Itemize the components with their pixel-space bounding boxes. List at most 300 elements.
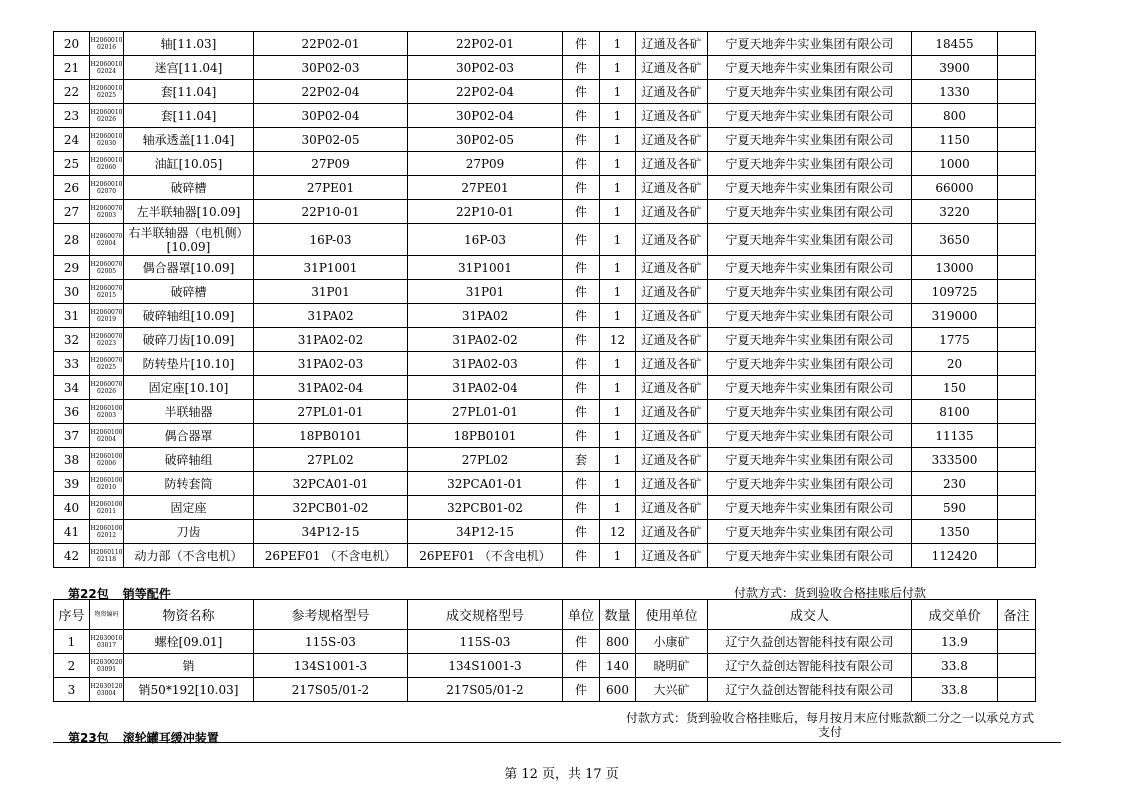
table-row [54, 328, 1036, 352]
cell-deal-spec: 30P02-05 [408, 128, 563, 152]
cell-dealer: 宁夏天地奔牛实业集团有限公司 [708, 448, 912, 472]
cell-dealer: 宁夏天地奔牛实业集团有限公司 [708, 224, 912, 256]
cell-qty: 1 [600, 200, 636, 224]
cell-deal-spec: 34P12-15 [408, 520, 563, 544]
cell-seq: 30 [54, 280, 90, 304]
cell-seq: 33 [54, 352, 90, 376]
cell-seq: 31 [54, 304, 90, 328]
cell-code: H203001003017 [90, 630, 124, 654]
table-row [54, 104, 1036, 128]
cell-deal-spec: 16P-03 [408, 224, 563, 256]
section-23-package: 第23包 [68, 731, 109, 745]
cell-seq: 28 [54, 224, 90, 256]
cell-user: 辽通及各矿 [636, 256, 708, 280]
cell-note [998, 176, 1036, 200]
header-user: 使用单位 [636, 600, 708, 630]
cell-code: H206010002011 [90, 496, 124, 520]
cell-ref-spec: 30P02-03 [254, 56, 408, 80]
cell-dealer: 宁夏天地奔牛实业集团有限公司 [708, 520, 912, 544]
cell-qty: 1 [600, 376, 636, 400]
cell-deal-spec: 32PCA01-01 [408, 472, 563, 496]
cell-price: 11135 [912, 424, 998, 448]
section-23-payment-line2: 支付 [817, 725, 842, 739]
cell-user: 辽通及各矿 [636, 352, 708, 376]
cell-seq: 21 [54, 56, 90, 80]
cell-deal-spec: 31PA02-04 [408, 376, 563, 400]
cell-name: 破碎刀齿[10.09] [124, 328, 254, 352]
cell-code: H206011002118 [90, 544, 124, 568]
header-price: 成交单价 [912, 600, 998, 630]
cell-deal-spec: 31PA02-02 [408, 328, 563, 352]
cell-name: 防转套筒 [124, 472, 254, 496]
cell-dealer: 宁夏天地奔牛实业集团有限公司 [708, 400, 912, 424]
cell-ref-spec: 32PCB01-02 [254, 496, 408, 520]
cell-price: 150 [912, 376, 998, 400]
table-row [54, 200, 1036, 224]
cell-ref-spec: 18PB0101 [254, 424, 408, 448]
cell-deal-spec: 22P02-01 [408, 32, 563, 56]
cell-unit: 件 [563, 400, 600, 424]
cell-note [998, 152, 1036, 176]
cell-deal-spec: 26PEF01 （不含电机） [408, 544, 563, 568]
cell-code: H206007002004 [90, 224, 124, 256]
cell-dealer: 宁夏天地奔牛实业集团有限公司 [708, 544, 912, 568]
cell-user: 辽通及各矿 [636, 400, 708, 424]
cell-seq: 29 [54, 256, 90, 280]
cell-name: 固定座 [124, 496, 254, 520]
cell-deal-spec: 18PB0101 [408, 424, 563, 448]
cell-code: H206001002060 [90, 152, 124, 176]
cell-deal-spec: 27PL02 [408, 448, 563, 472]
section-22-table [53, 599, 1036, 702]
table-row [54, 496, 1036, 520]
cell-price: 319000 [912, 304, 998, 328]
cell-qty: 1 [600, 128, 636, 152]
cell-dealer: 辽宁久益创达智能科技有限公司 [708, 630, 912, 654]
table-row [54, 128, 1036, 152]
cell-ref-spec: 32PCA01-01 [254, 472, 408, 496]
cell-unit: 件 [563, 520, 600, 544]
cell-seq: 26 [54, 176, 90, 200]
cell-unit: 件 [563, 224, 600, 256]
cell-dealer: 宁夏天地奔牛实业集团有限公司 [708, 472, 912, 496]
cell-price: 18455 [912, 32, 998, 56]
cell-unit: 件 [563, 256, 600, 280]
cell-unit: 件 [563, 328, 600, 352]
cell-note [998, 678, 1036, 702]
header-seq: 序号 [54, 600, 90, 630]
cell-name: 偶合器罩[10.09] [124, 256, 254, 280]
cell-note [998, 654, 1036, 678]
cell-unit: 件 [563, 424, 600, 448]
cell-note [998, 630, 1036, 654]
cell-deal-spec: 30P02-04 [408, 104, 563, 128]
cell-price: 33.8 [912, 678, 998, 702]
table-header-row [54, 600, 1036, 630]
cell-unit: 件 [563, 104, 600, 128]
cell-code: H206001002030 [90, 128, 124, 152]
header-name: 物资名称 [124, 600, 254, 630]
cell-code: H206001002025 [90, 80, 124, 104]
cell-unit: 件 [563, 56, 600, 80]
cell-dealer: 辽宁久益创达智能科技有限公司 [708, 654, 912, 678]
cell-user: 辽通及各矿 [636, 328, 708, 352]
cell-note [998, 200, 1036, 224]
cell-qty: 1 [600, 400, 636, 424]
table-row [54, 176, 1036, 200]
parts-table-continued [53, 31, 1036, 568]
cell-note [998, 448, 1036, 472]
cell-ref-spec: 27PL01-01 [254, 400, 408, 424]
cell-ref-spec: 34P12-15 [254, 520, 408, 544]
section-23-heading [68, 729, 233, 746]
table-row [54, 152, 1036, 176]
table-row [54, 80, 1036, 104]
table-row [54, 472, 1036, 496]
cell-name: 防转垫片[10.10] [124, 352, 254, 376]
cell-deal-spec: 32PCB01-02 [408, 496, 563, 520]
cell-seq: 39 [54, 472, 90, 496]
cell-qty: 1 [600, 176, 636, 200]
cell-seq: 22 [54, 80, 90, 104]
cell-note [998, 328, 1036, 352]
cell-user: 辽通及各矿 [636, 32, 708, 56]
cell-ref-spec: 27PE01 [254, 176, 408, 200]
page-footer: 第 12 页，共 17 页 [504, 767, 619, 782]
cell-qty: 12 [600, 520, 636, 544]
table-row [54, 56, 1036, 80]
cell-name: 迷宫[11.04] [124, 56, 254, 80]
section-22-package: 第22包 [68, 587, 109, 601]
cell-note [998, 280, 1036, 304]
header-qty: 数量 [600, 600, 636, 630]
cell-qty: 1 [600, 496, 636, 520]
cell-deal-spec: 31P01 [408, 280, 563, 304]
cell-note [998, 496, 1036, 520]
table-row [54, 32, 1036, 56]
cell-user: 辽通及各矿 [636, 200, 708, 224]
cell-user: 辽通及各矿 [636, 224, 708, 256]
cell-price: 800 [912, 104, 998, 128]
cell-name: 破碎槽 [124, 176, 254, 200]
cell-note [998, 400, 1036, 424]
cell-ref-spec: 16P-03 [254, 224, 408, 256]
cell-ref-spec: 31PA02-03 [254, 352, 408, 376]
table-row [54, 678, 1036, 702]
cell-price: 13.9 [912, 630, 998, 654]
cell-qty: 1 [600, 224, 636, 256]
cell-ref-spec: 31PA02-04 [254, 376, 408, 400]
cell-unit: 件 [563, 304, 600, 328]
cell-user: 辽通及各矿 [636, 128, 708, 152]
cell-code: H206001002070 [90, 176, 124, 200]
cell-qty: 1 [600, 280, 636, 304]
cell-seq: 3 [54, 678, 90, 702]
cell-price: 3900 [912, 56, 998, 80]
cell-code: H206001002026 [90, 104, 124, 128]
cell-unit: 件 [563, 128, 600, 152]
cell-code: H206010002006 [90, 448, 124, 472]
cell-dealer: 宁夏天地奔牛实业集团有限公司 [708, 376, 912, 400]
cell-ref-spec: 115S-03 [254, 630, 408, 654]
cell-note [998, 352, 1036, 376]
cell-code: H206010002010 [90, 472, 124, 496]
cell-seq: 23 [54, 104, 90, 128]
cell-code: H206007002019 [90, 304, 124, 328]
cell-seq: 41 [54, 520, 90, 544]
cell-price: 1000 [912, 152, 998, 176]
header-code: 物资编码 [90, 600, 124, 630]
cell-qty: 1 [600, 448, 636, 472]
cell-unit: 件 [563, 496, 600, 520]
cell-dealer: 宁夏天地奔牛实业集团有限公司 [708, 104, 912, 128]
cell-qty: 1 [600, 152, 636, 176]
header-dealer: 成交人 [708, 600, 912, 630]
cell-unit: 件 [563, 630, 600, 654]
table-row [54, 352, 1036, 376]
cell-unit: 件 [563, 280, 600, 304]
cell-qty: 1 [600, 352, 636, 376]
cell-unit: 件 [563, 32, 600, 56]
cell-note [998, 472, 1036, 496]
table-row [54, 400, 1036, 424]
cell-user: 辽通及各矿 [636, 424, 708, 448]
header-note: 备注 [998, 600, 1036, 630]
cell-code: H206001002024 [90, 56, 124, 80]
cell-unit: 件 [563, 352, 600, 376]
cell-price: 66000 [912, 176, 998, 200]
cell-ref-spec: 22P10-01 [254, 200, 408, 224]
cell-note [998, 80, 1036, 104]
cell-user: 辽通及各矿 [636, 304, 708, 328]
table-row [54, 448, 1036, 472]
cell-dealer: 宁夏天地奔牛实业集团有限公司 [708, 424, 912, 448]
cell-ref-spec: 26PEF01 （不含电机） [254, 544, 408, 568]
cell-ref-spec: 22P02-04 [254, 80, 408, 104]
cell-user: 辽通及各矿 [636, 56, 708, 80]
cell-code: H206010002012 [90, 520, 124, 544]
cell-code: H206007002015 [90, 280, 124, 304]
cell-qty: 600 [600, 678, 636, 702]
cell-price: 1150 [912, 128, 998, 152]
cell-dealer: 宁夏天地奔牛实业集团有限公司 [708, 200, 912, 224]
cell-price: 33.8 [912, 654, 998, 678]
cell-seq: 1 [54, 630, 90, 654]
cell-ref-spec: 217S05/01-2 [254, 678, 408, 702]
cell-ref-spec: 27P09 [254, 152, 408, 176]
cell-seq: 40 [54, 496, 90, 520]
table-row [54, 224, 1036, 256]
cell-name: 半联轴器 [124, 400, 254, 424]
cell-seq: 24 [54, 128, 90, 152]
cell-user: 辽通及各矿 [636, 176, 708, 200]
cell-user: 小康矿 [636, 630, 708, 654]
cell-user: 大兴矿 [636, 678, 708, 702]
cell-note [998, 256, 1036, 280]
cell-unit: 件 [563, 176, 600, 200]
table-row [54, 630, 1036, 654]
cell-price: 230 [912, 472, 998, 496]
cell-deal-spec: 22P02-04 [408, 80, 563, 104]
cell-qty: 1 [600, 104, 636, 128]
cell-qty: 1 [600, 544, 636, 568]
cell-deal-spec: 27P09 [408, 152, 563, 176]
cell-price: 333500 [912, 448, 998, 472]
cell-name: 轴[11.03] [124, 32, 254, 56]
cell-note [998, 520, 1036, 544]
cell-name: 左半联轴器[10.09] [124, 200, 254, 224]
cell-qty: 1 [600, 424, 636, 448]
cell-price: 20 [912, 352, 998, 376]
section-22-payment: 付款方式：货到验收合格挂账后付款 [733, 586, 926, 600]
cell-dealer: 宁夏天地奔牛实业集团有限公司 [708, 352, 912, 376]
cell-note [998, 544, 1036, 568]
cell-price: 590 [912, 496, 998, 520]
cell-user: 辽通及各矿 [636, 80, 708, 104]
table-row [54, 654, 1036, 678]
cell-code: H206007002025 [90, 352, 124, 376]
cell-unit: 件 [563, 80, 600, 104]
section-23-payment-line1: 付款方式：货到验收合格挂账后，每月按月末应付账款额二分之一以承兑方式 [625, 711, 1034, 725]
cell-deal-spec: 27PL01-01 [408, 400, 563, 424]
cell-user: 辽通及各矿 [636, 496, 708, 520]
cell-ref-spec: 31P1001 [254, 256, 408, 280]
cell-unit: 件 [563, 654, 600, 678]
cell-seq: 36 [54, 400, 90, 424]
cell-note [998, 304, 1036, 328]
cell-dealer: 宁夏天地奔牛实业集团有限公司 [708, 80, 912, 104]
cell-ref-spec: 134S1001-3 [254, 654, 408, 678]
cell-price: 3220 [912, 200, 998, 224]
table-row [54, 256, 1036, 280]
cell-unit: 件 [563, 376, 600, 400]
cell-unit: 件 [563, 152, 600, 176]
cell-name: 轴承透盖[11.04] [124, 128, 254, 152]
section-22-title: 销等配件 [122, 587, 171, 601]
cell-price: 112420 [912, 544, 998, 568]
table-row [54, 424, 1036, 448]
cell-unit: 件 [563, 472, 600, 496]
cell-price: 8100 [912, 400, 998, 424]
cell-name: 套[11.04] [124, 80, 254, 104]
cell-ref-spec: 22P02-01 [254, 32, 408, 56]
cell-dealer: 宁夏天地奔牛实业集团有限公司 [708, 328, 912, 352]
cell-seq: 34 [54, 376, 90, 400]
header-unit: 单位 [563, 600, 600, 630]
cell-qty: 1 [600, 304, 636, 328]
cell-code: H206007002026 [90, 376, 124, 400]
cell-unit: 件 [563, 544, 600, 568]
cell-user: 辽通及各矿 [636, 376, 708, 400]
cell-name: 套[11.04] [124, 104, 254, 128]
table-row [54, 280, 1036, 304]
cell-note [998, 424, 1036, 448]
cell-code: H203002003091 [90, 654, 124, 678]
cell-ref-spec: 31PA02-02 [254, 328, 408, 352]
cell-code: H206001002016 [90, 32, 124, 56]
cell-dealer: 宁夏天地奔牛实业集团有限公司 [708, 176, 912, 200]
cell-note [998, 128, 1036, 152]
cell-code: H206007002023 [90, 328, 124, 352]
cell-price: 1350 [912, 520, 998, 544]
cell-ref-spec: 27PL02 [254, 448, 408, 472]
cell-deal-spec: 30P02-03 [408, 56, 563, 80]
cell-deal-spec: 217S05/01-2 [408, 678, 563, 702]
section-23-payment [600, 711, 1060, 739]
cell-qty: 1 [600, 256, 636, 280]
cell-ref-spec: 31PA02 [254, 304, 408, 328]
cell-unit: 件 [563, 200, 600, 224]
cell-dealer: 宁夏天地奔牛实业集团有限公司 [708, 304, 912, 328]
cell-name: 油缸[10.05] [124, 152, 254, 176]
cell-name: 动力部（不含电机） [124, 544, 254, 568]
cell-name: 偶合器罩 [124, 424, 254, 448]
cell-user: 晓明矿 [636, 654, 708, 678]
cell-code: H206010002004 [90, 424, 124, 448]
cell-note [998, 376, 1036, 400]
cell-qty: 1 [600, 472, 636, 496]
cell-seq: 25 [54, 152, 90, 176]
cell-name: 销50*192[10.03] [124, 678, 254, 702]
cell-price: 1330 [912, 80, 998, 104]
cell-ref-spec: 30P02-04 [254, 104, 408, 128]
cell-deal-spec: 27PE01 [408, 176, 563, 200]
cell-dealer: 宁夏天地奔牛实业集团有限公司 [708, 128, 912, 152]
cell-note [998, 32, 1036, 56]
cell-user: 辽通及各矿 [636, 544, 708, 568]
cell-deal-spec: 115S-03 [408, 630, 563, 654]
cell-name: 右半联轴器（电机侧）[10.09] [124, 224, 254, 256]
cell-name: 销 [124, 654, 254, 678]
cell-deal-spec: 31P1001 [408, 256, 563, 280]
cell-dealer: 宁夏天地奔牛实业集团有限公司 [708, 152, 912, 176]
cell-code: H206007002003 [90, 200, 124, 224]
cell-code: H203012003004 [90, 678, 124, 702]
cell-qty: 800 [600, 630, 636, 654]
cell-name: 螺栓[09.01] [124, 630, 254, 654]
cell-price: 1775 [912, 328, 998, 352]
cell-qty: 140 [600, 654, 636, 678]
cell-dealer: 宁夏天地奔牛实业集团有限公司 [708, 56, 912, 80]
cell-dealer: 宁夏天地奔牛实业集团有限公司 [708, 280, 912, 304]
cell-code: H206007002005 [90, 256, 124, 280]
cell-user: 辽通及各矿 [636, 104, 708, 128]
section-23-title: 滚轮罐耳缓冲装置 [122, 731, 219, 745]
cell-user: 辽通及各矿 [636, 448, 708, 472]
cell-seq: 38 [54, 448, 90, 472]
table-row [54, 520, 1036, 544]
cell-user: 辽通及各矿 [636, 472, 708, 496]
cell-seq: 27 [54, 200, 90, 224]
cell-dealer: 宁夏天地奔牛实业集团有限公司 [708, 496, 912, 520]
cell-seq: 42 [54, 544, 90, 568]
cell-user: 辽通及各矿 [636, 152, 708, 176]
cell-note [998, 104, 1036, 128]
cell-price: 3650 [912, 224, 998, 256]
table-row [54, 304, 1036, 328]
cell-name: 破碎轴组[10.09] [124, 304, 254, 328]
cell-deal-spec: 31PA02-03 [408, 352, 563, 376]
cell-seq: 32 [54, 328, 90, 352]
cell-qty: 1 [600, 56, 636, 80]
cell-qty: 1 [600, 32, 636, 56]
cell-deal-spec: 134S1001-3 [408, 654, 563, 678]
cell-unit: 套 [563, 448, 600, 472]
table-row [54, 544, 1036, 568]
cell-name: 破碎轴组 [124, 448, 254, 472]
cell-name: 破碎槽 [124, 280, 254, 304]
cell-qty: 1 [600, 80, 636, 104]
